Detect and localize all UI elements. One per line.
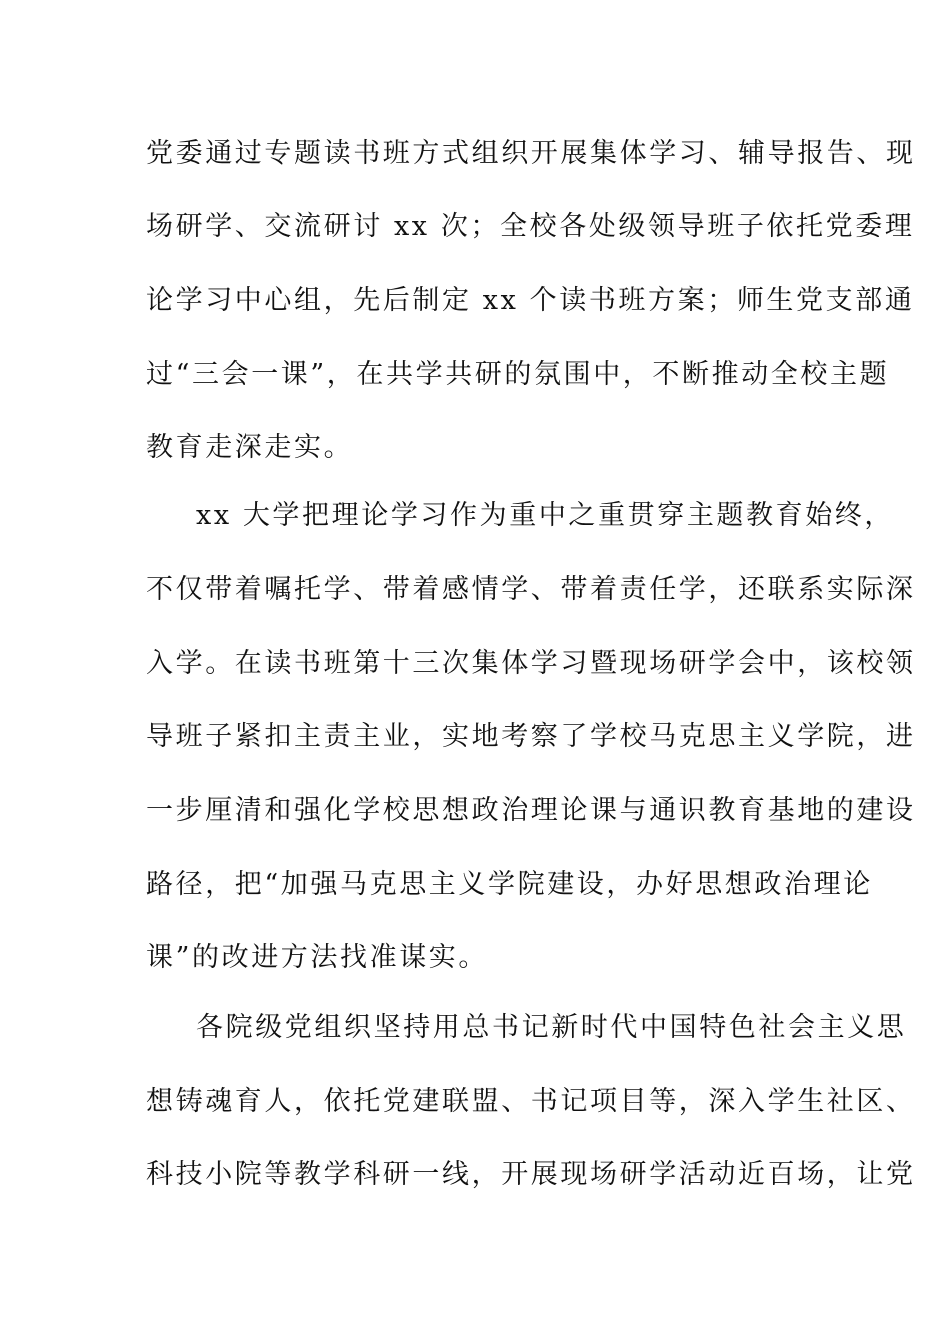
- text-line: 入学。在读书班第十三次集体学习暨现场研学会中，该校领: [146, 648, 916, 679]
- paragraph-first-line: xx 大学把理论学习作为重中之重贯穿主题教育始终，: [196, 500, 895, 531]
- text-line: 党委通过专题读书班方式组织开展集体学习、辅导报告、现: [146, 138, 916, 169]
- text-line: 课”的改进方法找准谋实。: [146, 942, 489, 973]
- text-line: 导班子紧扣主责主业，实地考察了学校马克思主义学院，进: [146, 721, 916, 752]
- text-line: 想铸魂育人，依托党建联盟、书记项目等，深入学生社区、: [146, 1086, 916, 1117]
- text-line: 过“三会一课”，在共学共研的氛围中，不断推动全校主题: [146, 359, 890, 390]
- text-line: 路径，把“加强马克思主义学院建设，办好思想政治理论: [146, 869, 873, 900]
- text-line: 不仅带着嘱托学、带着感情学、带着责任学，还联系实际深: [146, 574, 916, 605]
- text-line: 一步厘清和强化学校思想政治理论课与通识教育基地的建设: [146, 795, 916, 826]
- text-line: 教育走深走实。: [146, 432, 354, 463]
- text-line: 场研学、交流研讨 xx 次；全校各处级领导班子依托党委理: [146, 211, 915, 242]
- paragraph-first-line: 各院级党组织坚持用总书记新时代中国特色社会主义思: [196, 1012, 907, 1043]
- text-line: 论学习中心组，先后制定 xx 个读书班方案；师生党支部通: [146, 285, 915, 316]
- text-line: 科技小院等教学科研一线，开展现场研学活动近百场，让党: [146, 1159, 916, 1190]
